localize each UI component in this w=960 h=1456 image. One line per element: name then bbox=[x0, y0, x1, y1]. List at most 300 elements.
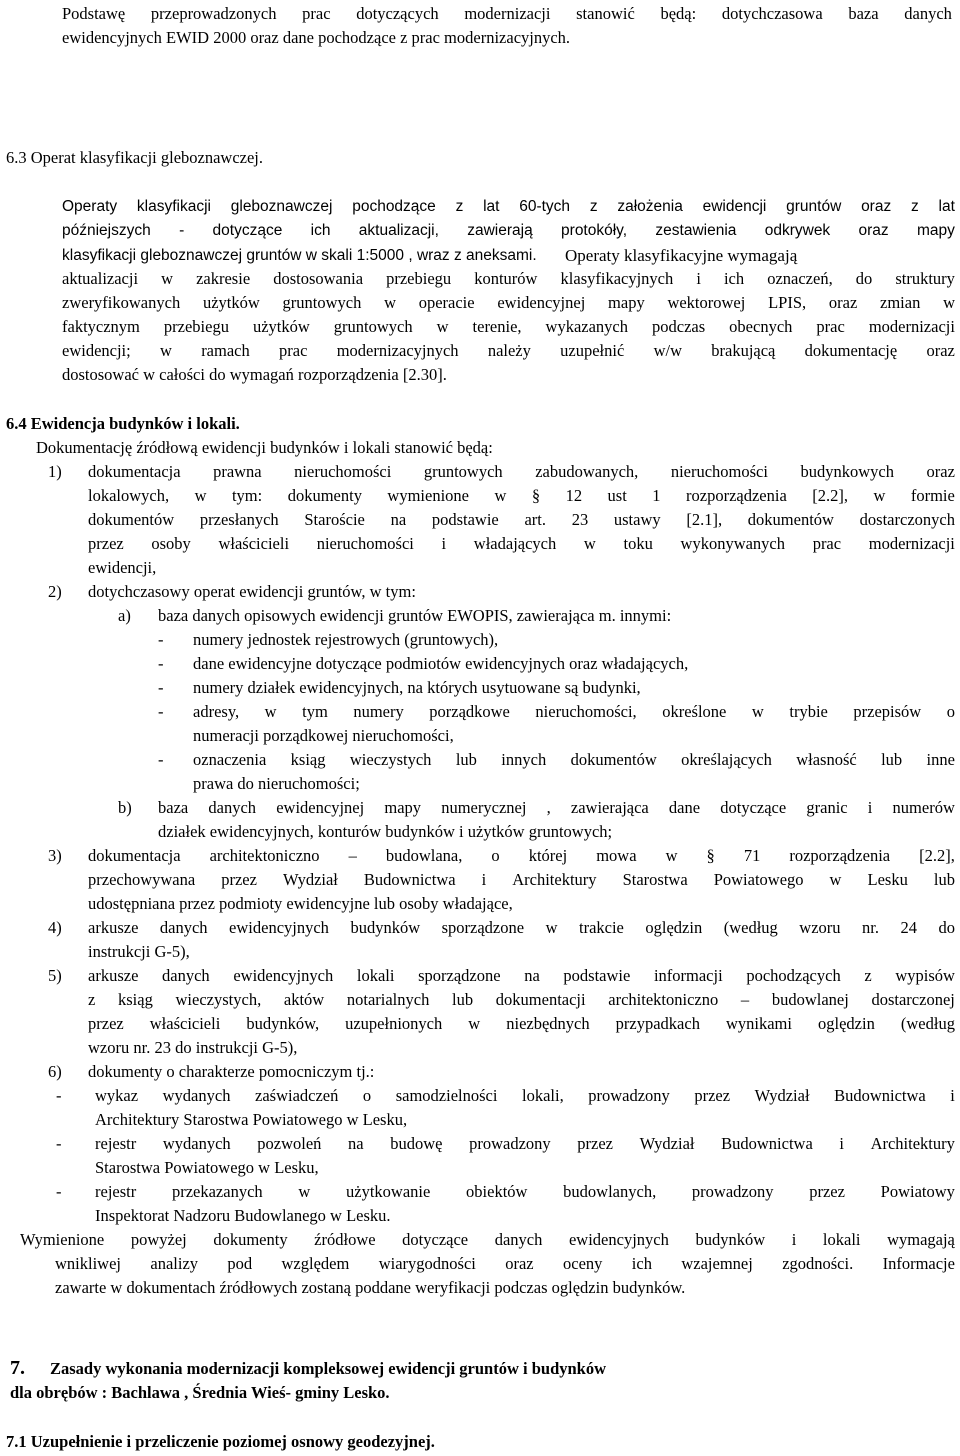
word: adresy, bbox=[193, 702, 240, 721]
word: dokumentów bbox=[747, 510, 834, 529]
word: nieruchomości bbox=[316, 534, 414, 553]
word: struktury bbox=[895, 269, 955, 288]
word: źródłowe bbox=[314, 1230, 376, 1249]
word: , bbox=[546, 798, 551, 817]
word: lokali bbox=[356, 966, 395, 985]
word: w bbox=[194, 486, 207, 505]
word: dotyczących bbox=[356, 4, 439, 23]
word: dostarczonej bbox=[871, 990, 955, 1009]
item-2a-d5-line bbox=[193, 752, 955, 769]
word: pochodzących bbox=[746, 966, 841, 985]
item-6-d3-line bbox=[95, 1184, 955, 1201]
word: w/w bbox=[653, 341, 682, 360]
word: oraz bbox=[926, 341, 955, 360]
word: budynków bbox=[695, 1230, 766, 1249]
item-1-line-3 bbox=[88, 512, 955, 529]
word: tym: bbox=[231, 486, 263, 505]
section-7-title-line-1: Zasady wykonania modernizacji kompleksowej ewidencji gruntów i budynków bbox=[50, 1359, 607, 1378]
word: przez bbox=[809, 1182, 845, 1201]
word: obiektów bbox=[466, 1182, 528, 1201]
word: wypisów bbox=[895, 966, 955, 985]
word: prowadzony bbox=[588, 1086, 670, 1105]
word: protokóły, bbox=[561, 222, 628, 239]
item-3-line-3: udostępniana przez podmioty ewidencyjne lub osoby władające, bbox=[88, 894, 513, 913]
word: i bbox=[696, 269, 701, 288]
word: baza bbox=[158, 798, 189, 817]
word: dotychczasowa bbox=[721, 4, 823, 23]
word: budowlanych, bbox=[563, 1182, 657, 1201]
item-2a-d4-last: numeracji porządkowej nieruchomości, bbox=[193, 726, 454, 745]
word: samodzielności bbox=[395, 1086, 498, 1105]
dash-bullet: - bbox=[56, 1086, 62, 1105]
item-1-line-4 bbox=[88, 536, 955, 553]
word: Operaty bbox=[62, 198, 118, 215]
section-heading-6-3: 6.3 Operat klasyfikacji gleboznawczej. bbox=[6, 148, 264, 167]
word: przez bbox=[577, 1134, 613, 1153]
word: na bbox=[348, 1134, 364, 1153]
word: Starostwa bbox=[622, 870, 688, 889]
dash-bullet: - bbox=[158, 654, 164, 673]
word: Wydział bbox=[639, 1134, 695, 1153]
word: danych bbox=[494, 1230, 543, 1249]
word: ewidencyjnych bbox=[233, 966, 334, 985]
word: lub bbox=[455, 750, 477, 769]
item-6-d3-last: Inspektorat Nadzoru Budowlanego w Lesku. bbox=[95, 1206, 391, 1225]
word: 24 bbox=[900, 918, 917, 937]
word: przechowywana bbox=[88, 870, 196, 889]
word: mapy bbox=[608, 293, 645, 312]
word: w bbox=[943, 293, 955, 312]
word: Budownictwa bbox=[363, 870, 456, 889]
word: osoby bbox=[151, 534, 191, 553]
s63-line-5 bbox=[62, 295, 955, 312]
word: [2.2], bbox=[812, 486, 848, 505]
word: – bbox=[348, 846, 357, 865]
word: budowę bbox=[390, 1134, 443, 1153]
word: dokumenty bbox=[213, 1230, 288, 1249]
word: której bbox=[528, 846, 568, 865]
word: określających bbox=[681, 750, 772, 769]
item-1-number: 1) bbox=[48, 462, 62, 481]
word: podczas bbox=[652, 317, 706, 336]
dash-bullet: - bbox=[158, 750, 164, 769]
word: mowa bbox=[596, 846, 637, 865]
word: przez bbox=[694, 1086, 731, 1105]
word: wydanych bbox=[162, 1086, 231, 1105]
word: wymienione bbox=[387, 486, 469, 505]
word: wieczystych, bbox=[175, 990, 262, 1009]
word: innych bbox=[501, 750, 547, 769]
item-1-line-1 bbox=[88, 464, 955, 481]
item-2a-d5-last: prawa do nieruchomości; bbox=[193, 774, 360, 793]
word: Architektury bbox=[512, 870, 597, 889]
word: nr. bbox=[862, 918, 879, 937]
word: § bbox=[531, 486, 541, 505]
word: ewidencji bbox=[702, 198, 767, 215]
word: pod bbox=[227, 1254, 253, 1273]
word: Powiatowy bbox=[880, 1182, 955, 1201]
word: arkusze bbox=[88, 918, 139, 937]
word: oraz bbox=[861, 198, 892, 215]
word: lub bbox=[452, 990, 474, 1009]
word: gruntowych bbox=[282, 293, 362, 312]
item-6-text: dokumenty o charakterze pomocniczym tj.: bbox=[88, 1062, 375, 1081]
word: dokumentacji bbox=[495, 990, 586, 1009]
word: zaświadczeń bbox=[255, 1086, 339, 1105]
word: dostarczonych bbox=[859, 510, 955, 529]
word: Wydział bbox=[754, 1086, 810, 1105]
word: użytków bbox=[202, 293, 260, 312]
word: wektorowej bbox=[667, 293, 746, 312]
item-6-d2-last: Starostwa Powiatowego w Lesku, bbox=[95, 1158, 319, 1177]
word: budynków, bbox=[246, 1014, 320, 1033]
word: ust bbox=[607, 486, 627, 505]
dash-bullet: - bbox=[56, 1182, 62, 1201]
word: z bbox=[455, 198, 464, 215]
word: [2.2], bbox=[919, 846, 955, 865]
word: ewidencji; bbox=[62, 341, 131, 360]
item-6-d1-last: Architektury Starostwa Powiatowego w Lesku, bbox=[95, 1110, 408, 1129]
word: ustawy bbox=[613, 510, 661, 529]
word: prac bbox=[812, 534, 842, 553]
word: rejestr bbox=[95, 1182, 137, 1201]
item-4-number: 4) bbox=[48, 918, 62, 937]
word: własność bbox=[796, 750, 857, 769]
word: podstawie bbox=[563, 966, 631, 985]
item-2a-d4-line bbox=[193, 704, 955, 721]
word: rozporządzenia bbox=[789, 846, 891, 865]
word: 60-tych bbox=[519, 198, 571, 215]
word: sporządzone bbox=[418, 966, 501, 985]
s63-line-3-tail: Operaty klasyfikacyjne wymagają bbox=[565, 246, 798, 265]
word: niezbędnych bbox=[506, 1014, 590, 1033]
section-heading-7-1: 7.1 Uzupełnienie i przeliczenie poziomej osnowy geodezyjnej. bbox=[6, 1432, 435, 1451]
word: aktualizacji bbox=[62, 269, 139, 288]
word: architektoniczno bbox=[608, 990, 719, 1009]
item-3-line-1 bbox=[88, 848, 955, 865]
word: § bbox=[706, 846, 715, 865]
dash-bullet: - bbox=[56, 1134, 62, 1153]
word: odkrywek bbox=[764, 222, 831, 239]
intro-line-1 bbox=[62, 6, 952, 23]
dash-bullet: - bbox=[158, 702, 164, 721]
item-6-d1-line bbox=[95, 1088, 955, 1105]
word: ewidencyjnych bbox=[568, 1230, 669, 1249]
word: z bbox=[910, 198, 919, 215]
word: budowlanej bbox=[771, 990, 849, 1009]
word: dokumentacja bbox=[88, 462, 181, 481]
word: określone bbox=[662, 702, 727, 721]
word: oględzin bbox=[645, 918, 703, 937]
word: dokumentów bbox=[570, 750, 657, 769]
word: Budownictwa bbox=[834, 1086, 926, 1105]
word: ich bbox=[723, 269, 745, 288]
word: Staroście bbox=[304, 510, 365, 529]
dash-bullet: - bbox=[158, 630, 164, 649]
word: oględzin bbox=[818, 1014, 875, 1033]
word: oznaczenia bbox=[193, 750, 267, 769]
word: trakcie bbox=[579, 918, 624, 937]
s63-line-7 bbox=[62, 343, 955, 360]
word: dokumentację bbox=[804, 341, 898, 360]
word: nieruchomości bbox=[670, 462, 768, 481]
word: w bbox=[665, 846, 678, 865]
word: Powiatowego bbox=[713, 870, 804, 889]
word: oceny bbox=[563, 1254, 603, 1273]
word: ewidencyjnych bbox=[229, 918, 329, 937]
word: Wydział bbox=[282, 870, 338, 889]
word: i bbox=[839, 1134, 844, 1153]
word: toku bbox=[623, 534, 653, 553]
item-5-line-2 bbox=[88, 992, 955, 1009]
word: w bbox=[751, 702, 764, 721]
item-5-line-3 bbox=[88, 1016, 955, 1033]
word: władających bbox=[473, 534, 557, 553]
word: prowadzony bbox=[469, 1134, 551, 1153]
item-3-number: 3) bbox=[48, 846, 62, 865]
word: rozporządzenia bbox=[686, 486, 787, 505]
word: wydanych bbox=[162, 1134, 231, 1153]
word: zmian bbox=[880, 293, 921, 312]
word: – bbox=[740, 990, 750, 1009]
word: prac bbox=[279, 341, 308, 360]
s63-line-6 bbox=[62, 319, 955, 336]
word: stanowić bbox=[576, 4, 635, 23]
word: mapy bbox=[384, 798, 422, 817]
word: ramach bbox=[201, 341, 250, 360]
word: wieczystych bbox=[349, 750, 432, 769]
word: tym bbox=[302, 702, 328, 721]
word: użytkowanie bbox=[346, 1182, 431, 1201]
word: dokumenty bbox=[287, 486, 362, 505]
word: ich bbox=[310, 222, 331, 239]
word: lat bbox=[483, 198, 500, 215]
word: art. bbox=[524, 510, 546, 529]
word: przebiegu bbox=[386, 269, 452, 288]
s63-line-3: klasyfikacji gleboznawczej gruntów w skali 1:5000 , wraz z aneksami. bbox=[62, 247, 537, 264]
item-2b-last: działek ewidencyjnych, konturów budynków i użytków gruntowych; bbox=[158, 822, 613, 841]
word: dotyczące bbox=[720, 798, 787, 817]
s63-line-8: dostosować w całości do wymagań rozporządzenia [2.30]. bbox=[62, 365, 447, 384]
word: Podstawę bbox=[62, 4, 126, 23]
word: nieruchomości bbox=[294, 462, 392, 481]
word: uzupełnić bbox=[560, 341, 625, 360]
word: lat bbox=[938, 198, 955, 215]
word: LPIS, bbox=[768, 293, 807, 312]
item-2a-d3: numery działek ewidencyjnych, na których usytuowane są budynki, bbox=[193, 678, 641, 697]
word: przekazanych bbox=[171, 1182, 263, 1201]
word: rejestr bbox=[95, 1134, 137, 1153]
word: będą: bbox=[660, 4, 697, 23]
word: względem bbox=[281, 1254, 350, 1273]
word: arkusze bbox=[88, 966, 139, 985]
word: modernizacyjnych bbox=[336, 341, 459, 360]
word: powyżej bbox=[130, 1230, 187, 1249]
word: klasyfikacji bbox=[136, 198, 211, 215]
word: lokali, bbox=[522, 1086, 564, 1105]
word: oznaczeń, bbox=[767, 269, 833, 288]
word: wzajemnej bbox=[681, 1254, 753, 1273]
word: lub bbox=[933, 870, 955, 889]
item-2b-label: b) bbox=[118, 798, 132, 817]
word: lokali bbox=[822, 1230, 861, 1249]
word: numerycznej bbox=[441, 798, 527, 817]
word: i bbox=[950, 1086, 955, 1105]
word: modernizacji bbox=[868, 534, 955, 553]
word: danych bbox=[904, 4, 952, 23]
word: w bbox=[384, 293, 396, 312]
word: pochodzące bbox=[352, 198, 436, 215]
word: aktualizacji, bbox=[358, 222, 439, 239]
word: uzupełnionych bbox=[345, 1014, 443, 1033]
word: w bbox=[583, 534, 596, 553]
word: i bbox=[867, 798, 873, 817]
word: w bbox=[545, 918, 558, 937]
word: Wymienione bbox=[20, 1230, 105, 1249]
word: późniejszych bbox=[62, 222, 151, 239]
word: dokumentów bbox=[88, 510, 175, 529]
word: lub bbox=[881, 750, 903, 769]
word: oraz bbox=[858, 222, 889, 239]
word: [2.1], bbox=[686, 510, 723, 529]
word: gruntowych bbox=[423, 462, 503, 481]
word: pozwoleń bbox=[257, 1134, 322, 1153]
word: wiarygodności bbox=[378, 1254, 476, 1273]
word: użytków bbox=[252, 317, 310, 336]
word: wykaz bbox=[95, 1086, 139, 1105]
s63-line-4 bbox=[62, 271, 955, 288]
section-7-number: 7. bbox=[10, 1357, 25, 1379]
word: budynków bbox=[350, 918, 421, 937]
word: architektoniczno bbox=[209, 846, 320, 865]
word: podstawie bbox=[431, 510, 499, 529]
word: zweryfikowanych bbox=[62, 293, 181, 312]
word: zabudowanych, bbox=[535, 462, 639, 481]
word: w bbox=[829, 870, 842, 889]
word: (według bbox=[723, 918, 778, 937]
word: obecnych bbox=[729, 317, 793, 336]
word: wykazanych bbox=[545, 317, 629, 336]
item-3-line-2 bbox=[88, 872, 955, 889]
word: i bbox=[791, 1230, 797, 1249]
word: wnikliwej bbox=[55, 1254, 121, 1273]
word: w bbox=[161, 269, 174, 288]
word: przez bbox=[88, 1014, 124, 1033]
word: porządkowe bbox=[429, 702, 510, 721]
item-6-number: 6) bbox=[48, 1062, 62, 1081]
word: budynkowych bbox=[800, 462, 894, 481]
word: i bbox=[441, 534, 447, 553]
word: do bbox=[855, 269, 873, 288]
word: gruntów bbox=[786, 198, 842, 215]
item-2-text: dotychczasowy operat ewidencji gruntów, w tym: bbox=[88, 582, 416, 601]
section-7-title-line-2: dla obrębów : Bachlawa , Średnia Wieś- gminy Lesko. bbox=[10, 1383, 390, 1402]
word: danych bbox=[208, 798, 257, 817]
item-1-line-5: ewidencji, bbox=[88, 558, 157, 577]
item-2a-d2: dane ewidencyjne dotyczące podmiotów ewidencyjnych oraz władających, bbox=[193, 654, 689, 673]
word: do bbox=[938, 918, 955, 937]
word: faktycznym bbox=[62, 317, 140, 336]
item-2a-label: a) bbox=[118, 606, 131, 625]
word: klasyfikacyjnych bbox=[560, 269, 674, 288]
word: sporządzone bbox=[441, 918, 525, 937]
word: zestawienia bbox=[655, 222, 737, 239]
word: formie bbox=[910, 486, 955, 505]
word: Lesku bbox=[867, 870, 908, 889]
word: gruntowych bbox=[333, 317, 413, 336]
closing-line-1 bbox=[20, 1232, 955, 1249]
word: przez bbox=[221, 870, 257, 889]
item-5-line-1 bbox=[88, 968, 955, 985]
word: modernizacji bbox=[868, 317, 955, 336]
word: o bbox=[491, 846, 500, 865]
word: właścicieli bbox=[149, 1014, 221, 1033]
word: Budownictwa bbox=[721, 1134, 813, 1153]
word: w bbox=[264, 702, 277, 721]
word: konturów bbox=[474, 269, 538, 288]
word: przebiegu bbox=[163, 317, 229, 336]
word: numerów bbox=[892, 798, 955, 817]
word: wzoru bbox=[799, 918, 841, 937]
word: dotyczące bbox=[212, 222, 283, 239]
word: analizy bbox=[150, 1254, 199, 1273]
word: operacie bbox=[418, 293, 475, 312]
word: 23 bbox=[571, 510, 589, 529]
word: przepisów bbox=[853, 702, 922, 721]
word: prawna bbox=[213, 462, 262, 481]
word: 71 bbox=[743, 846, 761, 865]
s63-line-1 bbox=[62, 199, 955, 215]
word: prac bbox=[302, 4, 331, 23]
section-heading-6-4: 6.4 Ewidencja budynków i lokali. bbox=[6, 414, 240, 433]
word: baza bbox=[848, 4, 879, 23]
word: mapy bbox=[916, 222, 955, 239]
word: założenia bbox=[617, 198, 683, 215]
word: zawierają bbox=[467, 222, 533, 239]
word: notarialnych bbox=[346, 990, 430, 1009]
word: zakresie bbox=[196, 269, 251, 288]
word: inne bbox=[926, 750, 955, 769]
word: i bbox=[481, 870, 487, 889]
word: o bbox=[946, 702, 955, 721]
word: dotyczące bbox=[402, 1230, 469, 1249]
word: należy bbox=[487, 341, 531, 360]
item-6-d2-line bbox=[95, 1136, 955, 1153]
word: ewidencyjnej bbox=[497, 293, 586, 312]
word: terenie, bbox=[472, 317, 522, 336]
word: na bbox=[524, 966, 540, 985]
word: brakującą bbox=[711, 341, 776, 360]
word: przypadkach bbox=[615, 1014, 700, 1033]
word: Informacje bbox=[882, 1254, 955, 1273]
word: danych bbox=[159, 918, 208, 937]
word: z bbox=[864, 966, 872, 985]
word: aktów bbox=[283, 990, 325, 1009]
word: lokalowych, bbox=[88, 486, 170, 505]
item-4-line-1 bbox=[88, 920, 955, 937]
word: wymagają bbox=[887, 1230, 955, 1249]
word: w bbox=[436, 317, 449, 336]
word: przeprowadzonych bbox=[150, 4, 277, 23]
word: oraz bbox=[505, 1254, 534, 1273]
item-5-line-4: wzoru nr. 23 do instrukcji G-5), bbox=[88, 1038, 298, 1057]
item-5-number: 5) bbox=[48, 966, 62, 985]
word: granic bbox=[806, 798, 848, 817]
word: prac bbox=[816, 317, 845, 336]
dash-bullet: - bbox=[158, 678, 164, 697]
item-2a-text: baza danych opisowych ewidencji gruntów EWOPIS, zawierająca m. innymi: bbox=[158, 606, 672, 625]
item-2a-d1: numery jednostek rejestrowych (gruntowych), bbox=[193, 630, 499, 649]
